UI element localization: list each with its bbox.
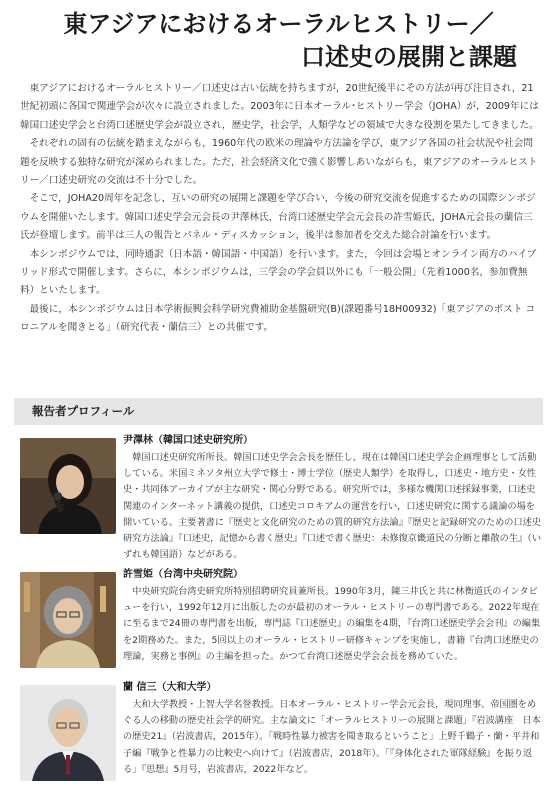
- intro-paragraph: 最後に，本シンポジウムは日本学術振興会科学研究費補助金基盤研究(B)(課題番号18H00932)「東アジアのポスト コロニアルを聞きとる」（研究代表・蘭信三）との共催です。: [20, 303, 536, 334]
- intro-paragraph: それぞれの固有の伝統を踏まえながらも，1960年代の欧米の理論や方法論を学び，東アジア各国の社会状況や社会問題を反映する独特な研究が深められました。ただ，社会経済文化で強く影響しあいながらも，東アジアのオーラルヒストリー／口述史研究の交流は不十分でした。: [20, 138, 538, 187]
- title-line-2: 口述史の展開と課題: [301, 43, 517, 71]
- intro-paragraph: 東アジアにおけるオーラルヒストリー／口述史は古い伝統を持ちますが，20世紀後半にその方法が再び注目され，21世紀初頭に各国で関連学会が次々に設立されました。2003年に日本オーラル･ヒストリー学会（JOHA）が，2009年には韓国口述史学会と台湾口述歴史学会が設立され，歴史学，社会学，人類学などの領域で大きな役割を果たしてきました。: [20, 83, 539, 131]
- speaker-name: 尹澤林（韓国口述史研究所）: [123, 435, 253, 446]
- speaker-bio: 大和大学教授・上智大学名誉教授。日本オーラル・ヒストリー学会元会長，現同理事。帝国圏をめぐる人の移動の歴史社会学的研究。主な論文に「オーラルヒストリーの展開と課題」『岩波講座 日本の歴史21』（岩波書店，2015年）。「戦時性暴力被害を聞き取るということ」上野千鶴子・蘭・平井和子編『戦争と性暴力の比較史へ向けて』（岩波書店，2018年）。「『身体化された軍隊経験』を振り返る」『思想』5月号，岩波書店，2022年など。: [123, 699, 541, 775]
- speaker-photo: [20, 572, 116, 668]
- speaker-bio: 韓国口述史研究所所長。韓国口述史学会会長を歴任し，現在は韓国口述史学会企画理事として活動している。米国ミネソタ州立大学で修士・博士学位（歴史人類学）を取得し，口述史・地方史・女性史・共同体アーカイブが主な研究・関心分野である。研究所では，多様な機関口述採録事業，口述史関連のインターネット講義の提供，口述史コロキアムの運営を行い，口述史研究に関する議論の場を開いている。主要著書に『歴史と文化研究のための質的研究方法論』『歴史と記録研究のための口述史研究方法論』『口述史，記憶から書く歴史』『口述で書く歴史：未修復京畿道民の分断と離散の生』（いずれも韓国語）などがある。: [123, 452, 542, 561]
- page-title: [0, 8, 557, 74]
- speaker-photo: [20, 685, 116, 781]
- intro-paragraph: そこで，JOHA20周年を記念し，互いの研究の展開と課題を学び合い，今後の研究交流を促進するための国際シンポジウムを開催いたします。韓国口述史学会元会長の尹澤林氏，台湾口述歴史学会元会長の許雪姫氏，JOHA元会長の蘭信三氏が登壇します。前半は三人の報告とパネル・ディスカッション，後半は参加者を交えた総合討論を行います。: [20, 193, 536, 242]
- profile-section-header: 報告者プロフィール: [14, 398, 543, 425]
- intro-text: [20, 80, 540, 338]
- speaker-name: 許雪姫（台湾中央研究院）: [123, 569, 243, 580]
- speaker-photo: [20, 438, 116, 534]
- speaker-name: 蘭 信三（大和大学）: [123, 682, 217, 693]
- speaker-bio: 中央研究院台湾史研究所特別招聘研究員兼所長。1990年3月，陳三井氏と共に林衡道氏のインタビューを行い，1992年12月に出版したのが最初のオーラル・ヒストリーの専門書である。2022年現在に至るまで24冊の専門書を出版，専門誌『口述歴史』の編集を4期，『台湾口述歴史学会会刊』の編集を2期務めた。また，5回以上のオーラル・ヒストリー研修キャンプを実施し，書籍『台湾口述歴史の理論，実務と事例』の主編を担った。かつて台湾口述歴史学会会長を務めていた。: [123, 586, 541, 662]
- title-line-1: 東アジアにおけるオーラルヒストリー／: [63, 10, 494, 38]
- intro-paragraph: 本シンポジウムでは，同時通訳（日本語・韓国語・中国語）を行います。また，今回は会場とオンライン両方のハイブリッド形式で開催します。さらに，本シンポジウムは，三学会の学会員以外にも「一般公開」（先着1000名，参加費無料）といたします。: [20, 248, 537, 297]
